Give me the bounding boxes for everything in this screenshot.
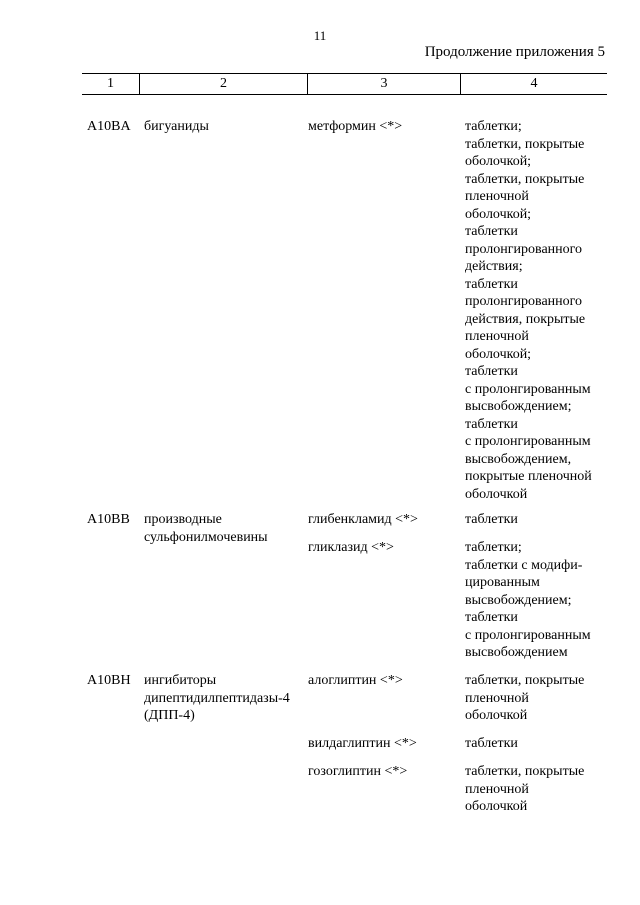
group-name-line: дипептидилпептидазы-4 — [144, 690, 290, 706]
form-line: таблетки — [465, 736, 518, 751]
form-line: пролонгированного — [465, 294, 583, 309]
page-number: 11 — [313, 28, 327, 43]
dosage-forms — [465, 539, 615, 662]
dosage-forms — [465, 763, 615, 816]
form-line: таблетки, покрытые — [465, 764, 585, 779]
form-line: пленочной — [465, 781, 529, 797]
drug-name: гозоглиптин <*> — [308, 764, 408, 779]
form-line: таблетки; — [465, 540, 522, 555]
form-line: таблетки, покрытые — [465, 136, 585, 152]
header-col-1: 1 — [107, 76, 114, 91]
form-line: таблетки — [465, 416, 518, 432]
drug-name: вилдаглиптин <*> — [308, 736, 417, 751]
form-line: действия, покрытые — [465, 311, 586, 327]
form-line: таблетки — [465, 224, 518, 239]
header-col-2: 2 — [139, 74, 307, 94]
header-col-4: 4 — [460, 74, 607, 94]
form-line: оболочкой — [465, 799, 528, 814]
form-line: таблетки — [465, 512, 518, 527]
group-name-line: ингибиторы — [144, 673, 217, 688]
drug-name: глибенкламид <*> — [308, 512, 418, 527]
drug-name: гликлазид <*> — [308, 540, 394, 555]
table-header — [82, 73, 607, 95]
form-line: цированным — [465, 575, 540, 590]
form-line: оболочкой; — [465, 346, 532, 362]
form-line: оболочкой; — [465, 154, 532, 169]
dosage-forms — [465, 511, 615, 529]
form-line: таблетки, покрытые — [465, 673, 585, 688]
continuation-caption: Продолжение приложения 5 — [424, 44, 605, 60]
form-line: таблетки; — [465, 119, 522, 134]
group-name-line: производные — [144, 512, 222, 527]
form-line: пролонгированного — [465, 241, 583, 257]
form-line: высвобождением, — [465, 451, 572, 467]
form-line: оболочкой — [465, 486, 528, 502]
form-line: пленочной — [465, 329, 529, 344]
dosage-forms — [465, 735, 615, 753]
header-col-3: 3 — [307, 74, 460, 94]
form-line: оболочкой; — [465, 206, 532, 222]
dosage-forms — [465, 118, 615, 503]
form-line: высвобождением — [465, 645, 568, 660]
form-line: покрытые пленочной — [465, 469, 592, 484]
form-line: действия; — [465, 259, 523, 274]
form-line: таблетки — [465, 610, 518, 625]
form-line: высвобождением; — [465, 399, 572, 414]
form-line: пленочной — [465, 189, 529, 204]
drug-name: алоглиптин <*> — [308, 673, 403, 688]
form-line: таблетки — [465, 364, 518, 379]
group-name — [144, 511, 314, 546]
group-name-line: сульфонилмочевины — [144, 529, 268, 545]
form-line: таблетки — [465, 276, 518, 292]
group-name-line: (ДПП-4) — [144, 708, 195, 723]
form-line: с пролонгированным — [465, 434, 591, 449]
atc-code: A10BA — [87, 119, 131, 134]
group-name — [144, 118, 314, 136]
form-line: высвобождением; — [465, 592, 572, 608]
dosage-forms — [465, 672, 615, 725]
form-line: пленочной — [465, 690, 529, 706]
atc-code: A10BH — [87, 673, 131, 688]
drug-name: метформин <*> — [308, 119, 403, 134]
form-line: таблетки с модифи- — [465, 557, 583, 573]
form-line: оболочкой — [465, 708, 528, 723]
form-line: таблетки, покрытые — [465, 171, 585, 187]
atc-code: A10BB — [87, 512, 130, 527]
form-line: с пролонгированным — [465, 381, 591, 397]
group-name — [144, 672, 314, 725]
form-line: с пролонгированным — [465, 627, 591, 643]
group-name-line: бигуаниды — [144, 119, 209, 134]
